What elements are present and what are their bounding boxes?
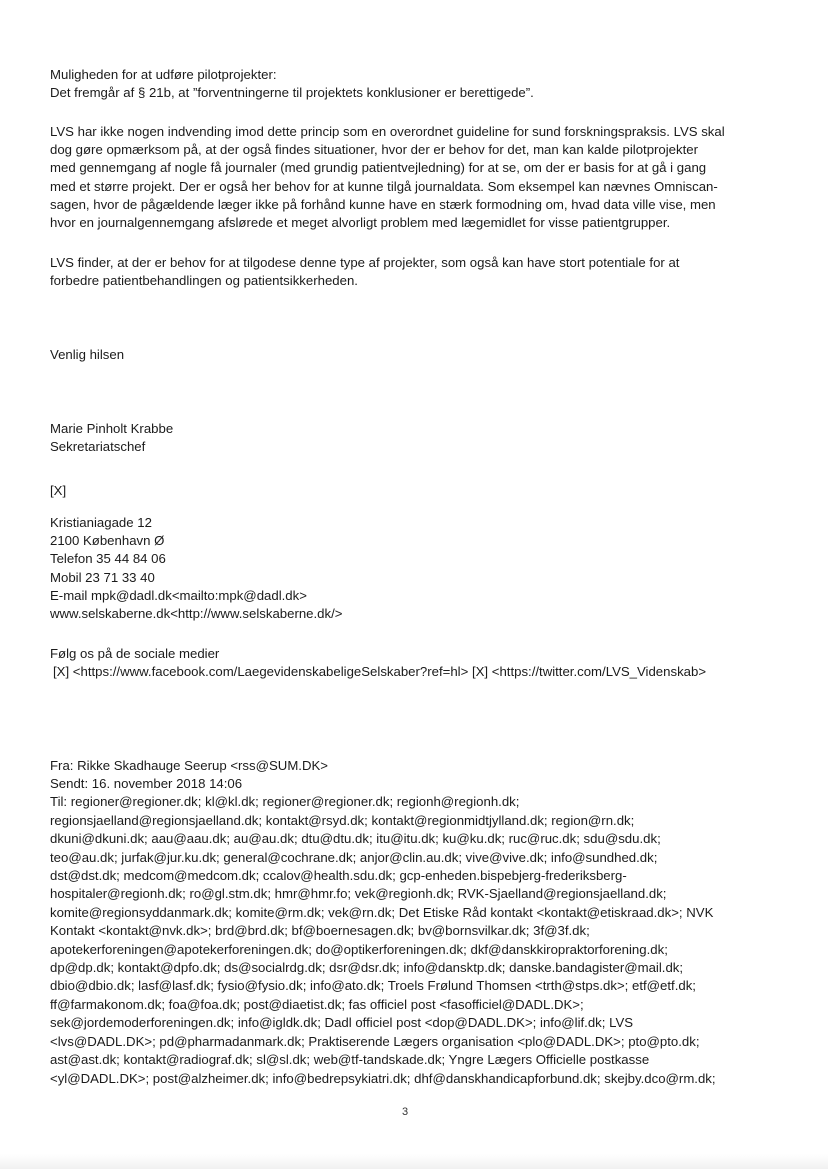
recipient-line: dp@dp.dk; kontakt@dpfo.dk; ds@socialrdg.dk; dsr@dsr.dk; info@dansktp.dk; danske.bandagister@mail.dk; [50, 960, 684, 976]
address-city: 2100 København Ø [50, 533, 165, 549]
social-links: [X] <https://www.facebook.com/LaegevidenskabeligeSelskaber?ref=hl> [X] <https://twitter.com/LVS_Videnskab> [53, 664, 707, 680]
paragraph-line: hvor en journalgennemgang afslørede et meget alvorligt problem med lægemidlet for visse patientgrupper. [50, 215, 671, 231]
signature-title: Sekretariatschef [50, 439, 146, 455]
section-heading: Muligheden for at udføre pilotprojekter: [50, 67, 277, 82]
recipient-line: ff@farmakonom.dk; foa@foa.dk; post@diaetist.dk; fas officiel post <fasofficiel@DADL.DK>; [50, 996, 584, 1012]
scan-edge-shadow [0, 1154, 828, 1169]
paragraph-line: LVS finder, at der er behov for at tilgodese denne type af projekter, som også kan have stort potentiale for at [50, 255, 680, 270]
paragraph-lvs-objection [50, 123, 725, 232]
social-media-block [50, 645, 706, 681]
paragraph-line: LVS har ikke nogen indvending imod dette princip som en overordnet guideline for sund forskningspraksis. LVS skal [50, 124, 725, 139]
paragraph-line: forbedre patientbehandlingen og patientsikkerheden. [50, 273, 358, 289]
email-from: Fra: Rikke Skadhauge Seerup <rss@SUM.DK> [50, 758, 328, 773]
address-street: Kristianiagade 12 [50, 515, 152, 530]
paragraph-line: dog gøre opmærksom på, at der også findes situationer, hvor der er behov for det, man kan kalde pilotprojekter [50, 142, 699, 158]
intro-section [50, 66, 534, 102]
forwarded-email-header [50, 757, 716, 1088]
paragraph-line: med et større projekt. Der er også her behov for at kunne tilgå journaldata. Som eksempel kan nævnes Omniscan- [50, 178, 718, 194]
section-quote: Det fremgår af § 21b, at ”forventningerne til projektets konklusioner er berettigede”. [50, 85, 534, 101]
recipient-line: dst@dst.dk; medcom@medcom.dk; ccalov@health.sdu.dk; gcp-enheden.bispebjerg-frederiksberg- [50, 868, 627, 884]
contact-block [50, 514, 342, 623]
recipient-line: dbio@dbio.dk; lasf@lasf.dk; fysio@fysio.dk; info@ato.dk; Troels Frølund Thomsen <trth@stps.dk>; etf@etf.dk; [50, 978, 696, 994]
recipient-line: Til: regioner@regioner.dk; kl@kl.dk; regioner@regioner.dk; regionh@regionh.dk; [50, 794, 520, 810]
paragraph-lvs-conclusion [50, 254, 679, 290]
recipient-line: hospitaler@regionh.dk; ro@gl.stm.dk; hmr@hmr.fo; vek@regionh.dk; RVK-Sjaelland@regionsjaelland.dk; [50, 886, 667, 902]
recipient-line: sek@jordemoderforeningen.dk; info@igldk.dk; Dadl officiel post <dop@DADL.DK>; info@lif.dk; LVS [50, 1015, 634, 1031]
paragraph-line: sagen, hvor de pågældende læger ikke på forhånd kunne have en stærk formodning om, hvad data ville vise, men [50, 196, 716, 212]
contact-website: www.selskaberne.dk<http://www.selskaberne.dk/> [50, 606, 343, 622]
closing-text: Venlig hilsen [50, 347, 125, 362]
signature-image-placeholder [50, 482, 66, 500]
contact-email: E-mail mpk@dadl.dk<mailto:mpk@dadl.dk> [50, 587, 307, 603]
contact-mobile: Mobil 23 71 33 40 [50, 569, 155, 585]
recipient-line: dkuni@dkuni.dk; aau@aau.dk; au@au.dk; dtu@dtu.dk; itu@itu.dk; ku@ku.dk; ruc@ruc.dk; sdu@sdu.dk; [50, 831, 661, 847]
contact-phone: Telefon 35 44 84 06 [50, 551, 166, 567]
social-heading: Følg os på de sociale medier [50, 646, 220, 661]
signature-block [50, 420, 173, 456]
email-sent: Sendt: 16. november 2018 14:06 [50, 776, 243, 792]
email-recipients [50, 793, 716, 1088]
signature-name: Marie Pinholt Krabbe [50, 421, 174, 436]
recipient-line: <lvs@DADL.DK>; pd@pharmadanmark.dk; Praktiserende Lægers organisation <plo@DADL.DK>; pto@pto.dk; [50, 1033, 700, 1049]
image-placeholder: [X] [50, 483, 67, 498]
recipient-line: regionsjaelland@regionsjaelland.dk; kontakt@rsyd.dk; kontakt@regionmidtjylland.dk; region@rn.dk; [50, 812, 635, 828]
recipient-line: komite@regionsyddanmark.dk; komite@rm.dk; vek@rn.dk; Det Etiske Råd kontakt <kontakt@etiskraad.dk>; NVK [50, 904, 714, 920]
recipient-line: <yl@DADL.DK>; post@alzheimer.dk; info@bedrepsykiatri.dk; dhf@danskhandicapforbund.dk; skejby.dco@rm.dk; [50, 1070, 716, 1086]
recipient-line: Kontakt <kontakt@nvk.dk>; brd@brd.dk; bf@boernesagen.dk; bv@bornsvilkar.dk; 3f@3f.dk; [50, 923, 590, 939]
recipient-line: teo@au.dk; jurfak@jur.ku.dk; general@cochrane.dk; anjor@clin.au.dk; vive@vive.dk; info@sundhed.dk; [50, 849, 658, 865]
paragraph-line: med gennemgang af nogle få journaler (med grundig patientvejledning) for at se, om der er basis for at gå i gang [50, 160, 707, 176]
closing-greeting [50, 346, 124, 364]
recipient-line: apotekerforeningen@apotekerforeningen.dk; do@optikerforeningen.dk; dkf@danskkiropraktorforening.dk; [50, 941, 668, 957]
page-number: 3 [401, 1106, 409, 1118]
recipient-line: ast@ast.dk; kontakt@radiograf.dk; sl@sl.dk; web@tf-tandskade.dk; Yngre Lægers Officielle postkasse [50, 1052, 650, 1068]
